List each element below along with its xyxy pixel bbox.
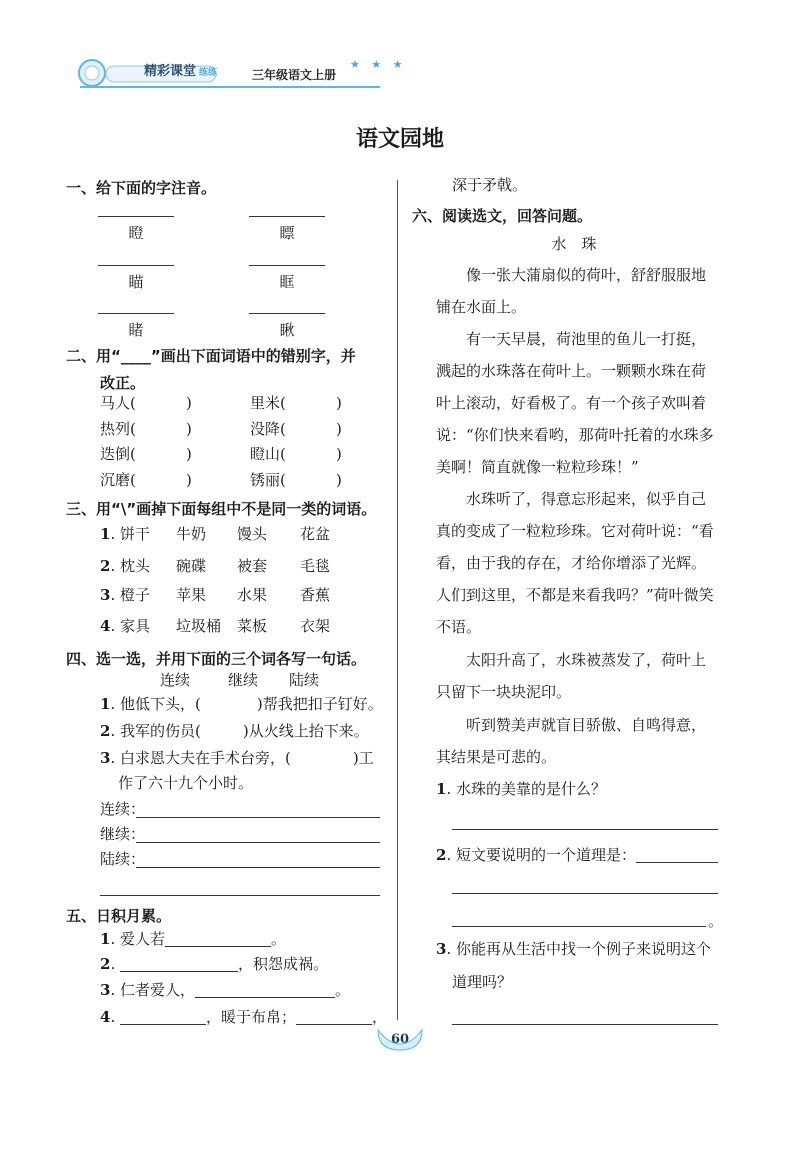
section2-heading: 二、用“____”画出下面词语中的错别字，并 (66, 347, 356, 365)
correction-close: ) (336, 420, 342, 438)
pinyin-blank[interactable] (249, 313, 325, 314)
correction-close: ) (186, 394, 192, 412)
answer-line[interactable] (452, 829, 718, 830)
question-2: 2. 短文要说明的一个道理是： (436, 846, 636, 864)
word[interactable]: 菜板 (237, 617, 268, 635)
pinyin-blank[interactable] (249, 216, 325, 217)
correction-item: 没降( (250, 420, 286, 438)
word-group-row: 1. 饼干 (100, 525, 150, 543)
fill-sentence-1: 1. 他低下头，( )帮我把扣子钉好。 (100, 695, 383, 713)
story-paragraph: 太阳升高了，水珠被蒸发了，荷叶上只留下一块块泥印。 (436, 651, 707, 701)
brand-name: 精彩课堂 练练 (144, 63, 218, 78)
story-paragraph: 有一天早晨，荷池里的鱼儿一打挺，溅起的水珠落在荷叶上。一颗颗水珠在荷叶上滚动，好看极了。有一个孩子欢叫着说：“你们快来看哟，那荷叶托着的水珠多美啊！简直就像一粒粒珍珠！” (436, 330, 714, 476)
word[interactable]: 衣架 (300, 617, 331, 635)
word[interactable]: 苹果 (176, 586, 207, 604)
correction-close: ) (186, 445, 192, 463)
answer-line[interactable] (136, 842, 380, 843)
sentence-label: 陆续： (100, 850, 146, 868)
correction-close: ) (186, 471, 192, 489)
story-paragraph: 听到赞美声就盲目骄傲、自鸣得意，其结果是可悲的。 (436, 716, 707, 766)
correction-close: ) (336, 471, 342, 489)
word[interactable]: 垃圾桶 (176, 617, 222, 635)
word[interactable]: 毛毯 (300, 557, 331, 575)
correction-item: 马人( (100, 394, 136, 412)
story-paragraph: 像一张大蒲扇似的荷叶，舒舒服服地铺在水面上。 (436, 266, 707, 316)
char-5: 睹 (128, 321, 144, 339)
idiom-2: 2. ，积怨成祸。 (100, 955, 328, 973)
word-group-row: 3. 橙子 (100, 586, 150, 604)
header-rule (80, 86, 380, 88)
fill-sentence-2: 2. 我军的伤员( )从火线上抬下来。 (100, 722, 369, 740)
word[interactable]: 花盆 (300, 525, 331, 543)
correction-item: 瞪山( (250, 445, 286, 463)
fill-sentence-3: 3. 白求恩大夫在手术台旁，( )工 (100, 749, 374, 767)
correction-close: ) (336, 394, 342, 412)
correction-item: 锈丽( (250, 471, 286, 489)
idiom-4: 4. ，暖于布帛； ， (100, 1008, 388, 1026)
answer-line[interactable] (636, 862, 718, 863)
word[interactable]: 馒头 (237, 525, 268, 543)
answer-line[interactable] (452, 926, 706, 927)
char-4: 眶 (279, 273, 295, 291)
pinyin-blank[interactable] (98, 216, 174, 217)
char-3: 瞄 (128, 273, 144, 291)
correction-item: 迭倒( (100, 445, 136, 463)
correction-close: ) (186, 420, 192, 438)
answer-line[interactable] (136, 817, 380, 818)
sentence-label: 继续： (100, 825, 146, 843)
story-paragraph: 水珠听了，得意忘形起来，似乎自己真的变成了一粒粒珍珠。它对荷叶说：“看看，由于我的存在，才给你增添了光辉。人们到这里，不都是来看我吗？”荷叶微笑不语。 (436, 490, 714, 636)
char-6: 瞅 (279, 321, 295, 339)
question-1: 1. 水珠的美靠的是什么？ (436, 780, 606, 798)
page-title: 语文园地 (355, 127, 444, 152)
correction-item: 沉磨( (100, 471, 136, 489)
idiom-1: 1. 爱人若 。 (100, 930, 287, 948)
word[interactable]: 水果 (237, 586, 268, 604)
question-3-cont: 道理吗？ (452, 973, 513, 991)
correction-close: ) (336, 445, 342, 463)
correction-item: 热列( (100, 420, 136, 438)
section5-heading: 五、日积月累。 (66, 907, 172, 925)
correction-item: 里米( (250, 394, 286, 412)
section4-heading: 四、选一选，并用下面的三个词各写一句话。 (66, 650, 367, 668)
answer-line[interactable] (452, 1024, 718, 1025)
section3-heading: 三、用“\”画掉下面每组中不是同一类的词语。 (66, 500, 377, 518)
option-word: 连续 (160, 671, 191, 689)
story-title: 水 珠 (551, 235, 597, 253)
fill-sentence-3-cont: 作了六十九个小时。 (118, 774, 254, 792)
book-title: 三年级语文上册 (252, 68, 337, 82)
word[interactable]: 碗碟 (176, 557, 207, 575)
sentence-label: 连续： (100, 800, 146, 818)
answer-line[interactable] (100, 895, 380, 896)
column-divider (397, 180, 398, 1020)
word-group-row: 2. 枕头 (100, 557, 150, 575)
star-icon: ★ ★ ★ (350, 58, 407, 71)
answer-line[interactable] (452, 893, 718, 894)
page-number: 60 (390, 1032, 410, 1047)
word[interactable]: 被套 (237, 557, 268, 575)
word[interactable]: 香蕉 (300, 586, 331, 604)
word-group-row: 4. 家具 (100, 617, 150, 635)
pinyin-blank[interactable] (249, 265, 325, 266)
word[interactable]: 牛奶 (176, 525, 207, 543)
answer-line[interactable] (136, 867, 380, 868)
section5-continuation: 深于矛戟。 (452, 176, 528, 194)
pinyin-blank[interactable] (98, 265, 174, 266)
section2-heading-cont: 改正。 (100, 374, 146, 392)
option-word: 陆续 (289, 671, 320, 689)
char-1: 瞪 (128, 224, 144, 242)
char-2: 瞟 (279, 224, 295, 242)
option-word: 继续 (228, 671, 259, 689)
section6-heading: 六、阅读选文，回答问题。 (412, 207, 593, 225)
section1-heading: 一、给下面的字注音。 (66, 179, 217, 197)
period: 。 (708, 912, 724, 930)
pinyin-blank[interactable] (98, 313, 174, 314)
idiom-3: 3. 仁者爱人， 。 (100, 981, 351, 999)
question-3: 3. 你能再从生活中找一个例子来说明这个 (436, 940, 711, 958)
